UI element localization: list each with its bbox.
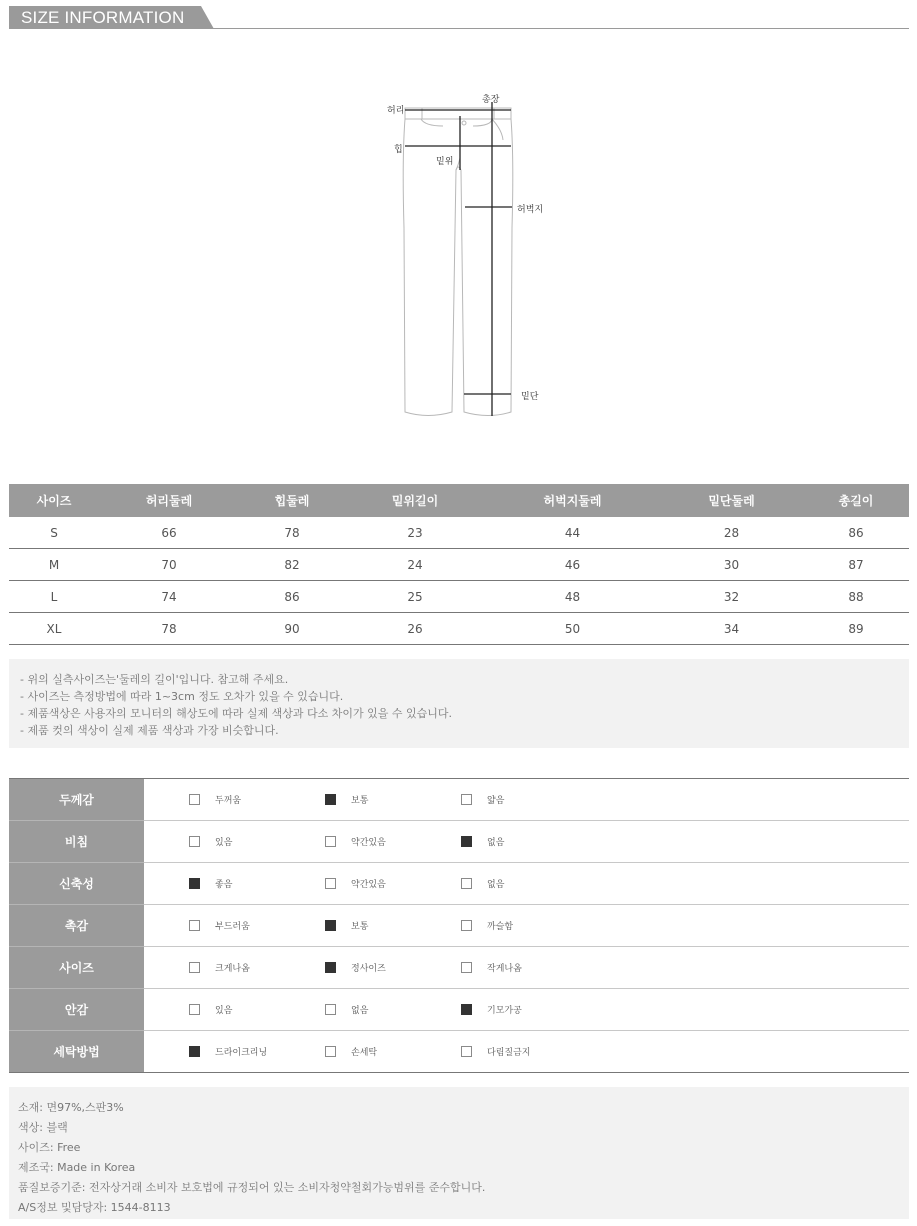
table-cell: 87 (803, 549, 909, 581)
checkbox-checked-icon (189, 878, 200, 889)
option-label: 없음 (351, 1006, 369, 1016)
checkbox-icon (189, 920, 200, 931)
info-line: 제조국: Made in Korea (18, 1161, 136, 1174)
table-cell: 25 (345, 581, 485, 613)
option-label: 약간있음 (351, 838, 386, 848)
table-cell: 28 (660, 517, 803, 549)
option-label: 드라이크리닝 (215, 1048, 268, 1058)
table-cell: 70 (99, 549, 239, 581)
option-label: 작게나옴 (487, 964, 522, 974)
table-cell: M (9, 549, 99, 581)
property-option (280, 877, 416, 890)
option-label: 크게나옴 (215, 964, 250, 974)
size-col-header: 밑단둘레 (660, 484, 803, 517)
checkbox-icon (325, 878, 336, 889)
property-option (144, 835, 280, 848)
info-line: 사이즈: Free (18, 1141, 81, 1154)
property-label: 비침 (9, 821, 144, 863)
property-option (416, 835, 909, 848)
option-label: 정사이즈 (351, 964, 386, 974)
table-cell: S (9, 517, 99, 549)
checkbox-checked-icon (461, 836, 472, 847)
checkbox-icon (461, 920, 472, 931)
table-cell: 82 (239, 549, 345, 581)
product-info (9, 1087, 909, 1219)
property-label: 세탁방법 (9, 1031, 144, 1073)
table-cell: 74 (99, 581, 239, 613)
property-option (416, 793, 909, 806)
table-cell: 88 (803, 581, 909, 613)
table-cell: L (9, 581, 99, 613)
property-option (416, 1003, 909, 1016)
checkbox-checked-icon (325, 920, 336, 931)
property-row (9, 779, 909, 821)
option-label: 없음 (487, 838, 505, 848)
pants-measurement-diagram (370, 88, 560, 428)
property-option (280, 835, 416, 848)
property-label: 안감 (9, 989, 144, 1031)
property-option (280, 793, 416, 806)
property-option (144, 877, 280, 890)
size-col-header: 밑위길이 (345, 484, 485, 517)
property-option (416, 1045, 909, 1058)
table-cell: 86 (803, 517, 909, 549)
table-cell: 23 (345, 517, 485, 549)
table-row (9, 613, 909, 645)
size-col-header: 사이즈 (9, 484, 99, 517)
size-col-header: 총길이 (803, 484, 909, 517)
checkbox-icon (189, 1004, 200, 1015)
diagram-label-rise: 밑위 (436, 157, 454, 167)
table-cell: 50 (485, 613, 660, 645)
checkbox-icon (461, 962, 472, 973)
note-line: - 사이즈는 측정방법에 따라 1~3cm 정도 오차가 있을 수 있습니다. (20, 690, 344, 703)
property-option (144, 1003, 280, 1016)
table-cell: 66 (99, 517, 239, 549)
size-table-header-row (9, 484, 909, 517)
property-row (9, 989, 909, 1031)
option-label: 있음 (215, 838, 233, 848)
fabric-properties-table (9, 778, 909, 1073)
checkbox-icon (461, 1046, 472, 1057)
table-cell: 26 (345, 613, 485, 645)
option-label: 있음 (215, 1006, 233, 1016)
property-row (9, 905, 909, 947)
option-label: 보통 (351, 796, 369, 806)
table-row (9, 517, 909, 549)
option-label: 두꺼움 (215, 796, 242, 806)
diagram-label-thigh: 허벅지 (517, 205, 544, 215)
table-row (9, 549, 909, 581)
table-cell: 44 (485, 517, 660, 549)
property-option (416, 961, 909, 974)
property-option (280, 1003, 416, 1016)
page-title: SIZE INFORMATION (21, 8, 185, 27)
header-tab (9, 6, 214, 29)
size-col-header: 허벅지둘레 (485, 484, 660, 517)
property-row (9, 821, 909, 863)
table-cell: 78 (99, 613, 239, 645)
diagram-label-length: 총장 (482, 95, 500, 105)
property-option (144, 961, 280, 974)
checkbox-checked-icon (325, 962, 336, 973)
property-row (9, 863, 909, 905)
table-cell: 34 (660, 613, 803, 645)
property-option (280, 919, 416, 932)
table-cell: 89 (803, 613, 909, 645)
table-cell: 30 (660, 549, 803, 581)
table-cell: 90 (239, 613, 345, 645)
option-label: 손세탁 (351, 1048, 378, 1058)
diagram-label-hem: 밑단 (521, 392, 539, 402)
info-line: 색상: 블랙 (18, 1121, 68, 1134)
table-cell: 78 (239, 517, 345, 549)
property-option (416, 877, 909, 890)
size-col-header: 힙둘레 (239, 484, 345, 517)
property-option (144, 919, 280, 932)
table-row (9, 581, 909, 613)
pants-illustration (370, 88, 560, 428)
option-label: 약간있음 (351, 880, 386, 890)
table-cell: 46 (485, 549, 660, 581)
checkbox-icon (325, 836, 336, 847)
checkbox-icon (325, 1046, 336, 1057)
diagram-label-hip: 힙 (394, 145, 403, 155)
note-line: - 제품 컷의 색상이 실제 제품 색상과 가장 비슷합니다. (20, 724, 279, 737)
table-cell: 86 (239, 581, 345, 613)
checkbox-icon (325, 1004, 336, 1015)
info-line: 품질보증기준: 전자상거래 소비자 보호법에 규정되어 있는 소비자청약철회가능범위를 준수합니다. (18, 1181, 486, 1194)
table-cell: 48 (485, 581, 660, 613)
checkbox-icon (189, 794, 200, 805)
size-col-header: 허리둘레 (99, 484, 239, 517)
info-line: A/S정보 및담당자: 1544-8113 (18, 1201, 171, 1214)
table-cell: XL (9, 613, 99, 645)
note-line: - 위의 실측사이즈는'둘레의 길이'입니다. 참고해 주세요. (20, 673, 289, 686)
property-option (144, 1045, 280, 1058)
checkbox-checked-icon (325, 794, 336, 805)
property-option (416, 919, 909, 932)
size-table (9, 484, 909, 645)
property-label: 사이즈 (9, 947, 144, 989)
property-row (9, 947, 909, 989)
checkbox-checked-icon (461, 1004, 472, 1015)
property-label: 두께감 (9, 779, 144, 821)
checkbox-icon (189, 836, 200, 847)
checkbox-icon (189, 962, 200, 973)
section-header (9, 6, 909, 29)
option-label: 까슬함 (487, 922, 514, 932)
property-row (9, 1031, 909, 1073)
property-label: 신축성 (9, 863, 144, 905)
option-label: 기모가공 (487, 1006, 522, 1016)
checkbox-icon (461, 878, 472, 889)
checkbox-icon (461, 794, 472, 805)
measurement-notes (9, 659, 909, 748)
info-line: 소재: 면97%,스판3% (18, 1101, 124, 1114)
checkbox-checked-icon (189, 1046, 200, 1057)
property-option (144, 793, 280, 806)
option-label: 보통 (351, 922, 369, 932)
property-option (280, 1045, 416, 1058)
table-cell: 32 (660, 581, 803, 613)
diagram-label-waist: 허리 (387, 106, 405, 116)
option-label: 부드러움 (215, 922, 250, 932)
option-label: 없음 (487, 880, 505, 890)
property-label: 촉감 (9, 905, 144, 947)
property-option (280, 961, 416, 974)
note-line: - 제품색상은 사용자의 모니터의 해상도에 따라 실제 색상과 다소 차이가 있을 수 있습니다. (20, 707, 452, 720)
option-label: 좋음 (215, 880, 233, 890)
option-label: 얇음 (487, 796, 505, 806)
table-cell: 24 (345, 549, 485, 581)
option-label: 다림질금지 (487, 1048, 531, 1058)
